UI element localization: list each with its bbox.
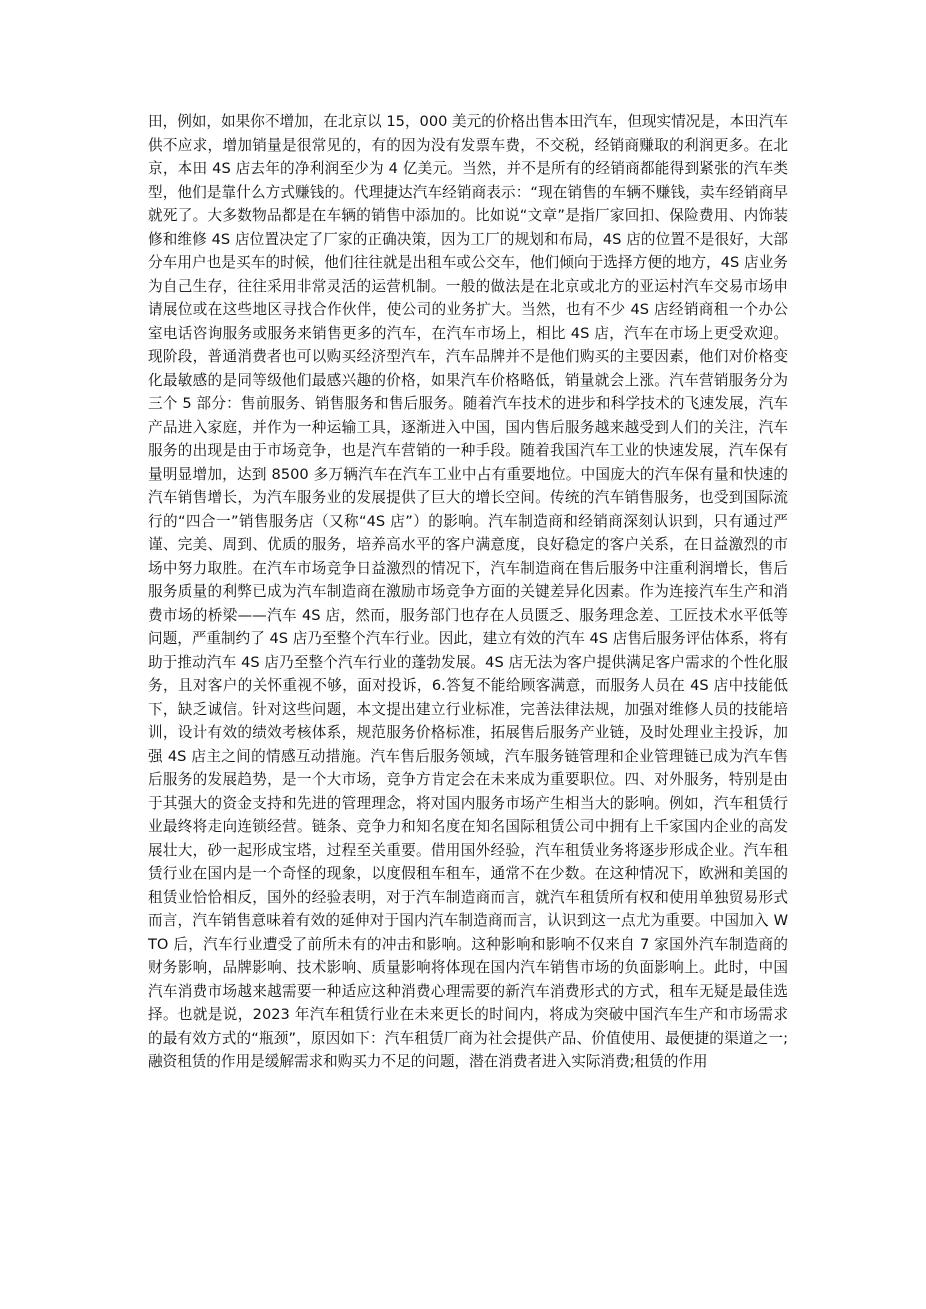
body-paragraph: 田，例如，如果你不增加，在北京以 15，000 美元的价格出售本田汽车，但现实情况是，本田汽车供不应求，增加销量是很常见的，有的因为没有发票车费，不交税，经销商赚取的利润更多。在北京，本田 4S 店去年的净利润至少为 4 亿美元。当然，并不是所有的经销商都能得到紧张的汽车类型，他们是靠什么方式赚钱的。代理捷达汽车经销商表示：“现在销售的车辆不赚钱，卖车经销商早就死了。大多数物品都是在车辆的销售中添加的。比如说“文章”是指厂家回扣、保险费用、内饰装修和维修 4S 店位置决定了厂家的正确决策，因为工厂的规划和布局，4S 店的位置不是很好，大部分车用户也是买车的时候，他们往往就是出租车或公交车，他们倾向于选择方便的地方，4S 店业务为自己生存，往往采用非常灵活的运营机制。一般的做法是在北京或北方的亚运村汽车交易市场申请展位或在这些地区寻找合作伙伴，使公司的业务扩大。当然，也有不少 4S 店经销商租一个办公室电话咨询服务或服务来销售更多的汽车，在汽车市场上，相比 4S 店，汽车在市场上更受欢迎。现阶段，普通消费者也可以购买经济型汽车，汽车品牌并不是他们购买的主要因素，他们对价格变化最敏感的是同等级他们最感兴趣的价格，如果汽车价格略低，销量就会上涨。汽车营销服务分为三个 5 部分：售前服务、销售服务和售后服务。随着汽车技术的进步和科学技术的飞速发展，汽车产品进入家庭，并作为一种运输工具，逐渐进入中国，国内售后服务越来越受到人们的关注，汽车服务的出现是由于市场竞争，也是汽车营销的一种手段。随着我国汽车工业的快速发展，汽车保有量明显增加，达到 8500 多万辆汽车在汽车工业中占有重要地位。中国庞大的汽车保有量和快速的汽车销售增长，为汽车服务业的发展提供了巨大的增长空间。传统的汽车销售服务，也受到国际流行的“四合一”销售服务店（又称“4S 店”）的影响。汽车制造商和经销商深刻认识到，只有通过严谨、完美、周到、优质的服务，培养高水平的客户满意度，良好稳定的客户关系，在日益激烈的市场中努力取胜。在汽车市场竞争日益激烈的情况下，汽车制造商在售后服务中注重利润增长，售后服务质量的利弊已成为汽车制造商在激励市场竞争方面的关键差异化因素。作为连接汽车生产和消费市场的桥梁——汽车 4S 店，然而，服务部门也存在人员匮乏、服务理念差、工匠技术水平低等问题，严重制约了 4S 店乃至整个汽车行业。因此，建立有效的汽车 4S 店售后服务评估体系，将有助于推动汽车 4S 店乃至整个汽车行业的蓬勃发展。4S 店无法为客户提供满足客户需求的个性化服务，且对客户的关怀重视不够，面对投诉，6.答复不能给顾客满意，而服务人员在 4S 店中技能低下，缺乏诚信。针对这些问题，本文提出建立行业标准，完善法律法规，加强对维修人员的技能培训，设计有效的绩效考核体系，规范服务价格标准，拓展售后服务产业链，及时处理业主投诉，加强 4S 店主之间的情感互动措施。汽车售后服务领域，汽车服务链管理和企业管理链已成为汽车售后服务的发展趋势，是一个大市场，竞争方肯定会在未来成为重要职位。四、对外服务，特别是由于其强大的资金支持和先进的管理理念，将对国内服务市场产生相当大的影响。例如，汽车租赁行业最终将走向连锁经营。链条、竞争力和知名度在知名国际租赁公司中拥有上千家国内企业的高发展壮大，砂一起形成宝塔，过程至关重要。借用国外经验，汽车租赁业务将逐步形成企业。汽车租赁行业在国内是一个奇怪的现象，以度假租车租车，通常不在少数。在这种情况下，欧洲和美国的租赁业恰恰相反，国外的经验表明，对于汽车制造商而言，就汽车租赁所有权和使用单独贸易形式而言，汽车销售意味着有效的延伸对于国内汽车制造商而言，认识到这一点尤为重要。中国加入 WTO 后，汽车行业遭受了前所未有的冲击和影响。这种影响和影响不仅来自 7 家国外汽车制造商的财务影响，品牌影响、技术影响、质量影响将体现在国内汽车销售市场的负面影响上。此时，中国汽车消费市场越来越需要一种适应这种消费心理需要的新汽车消费形式的方式，租车无疑是最佳选择。也就是说，2023 年汽车租赁行业在未来更长的时间内，将成为突破中国汽车生产和市场需求的最有效方式的“瓶颈”，原因如下：汽车租赁厂商为社会提供产品、价值使用、最便捷的渠道之一;融资租赁的作用是缓解需求和购买力不足的问题，潜在消费者进入实际消费;租赁的作用 xyxy=(148,113,788,1070)
